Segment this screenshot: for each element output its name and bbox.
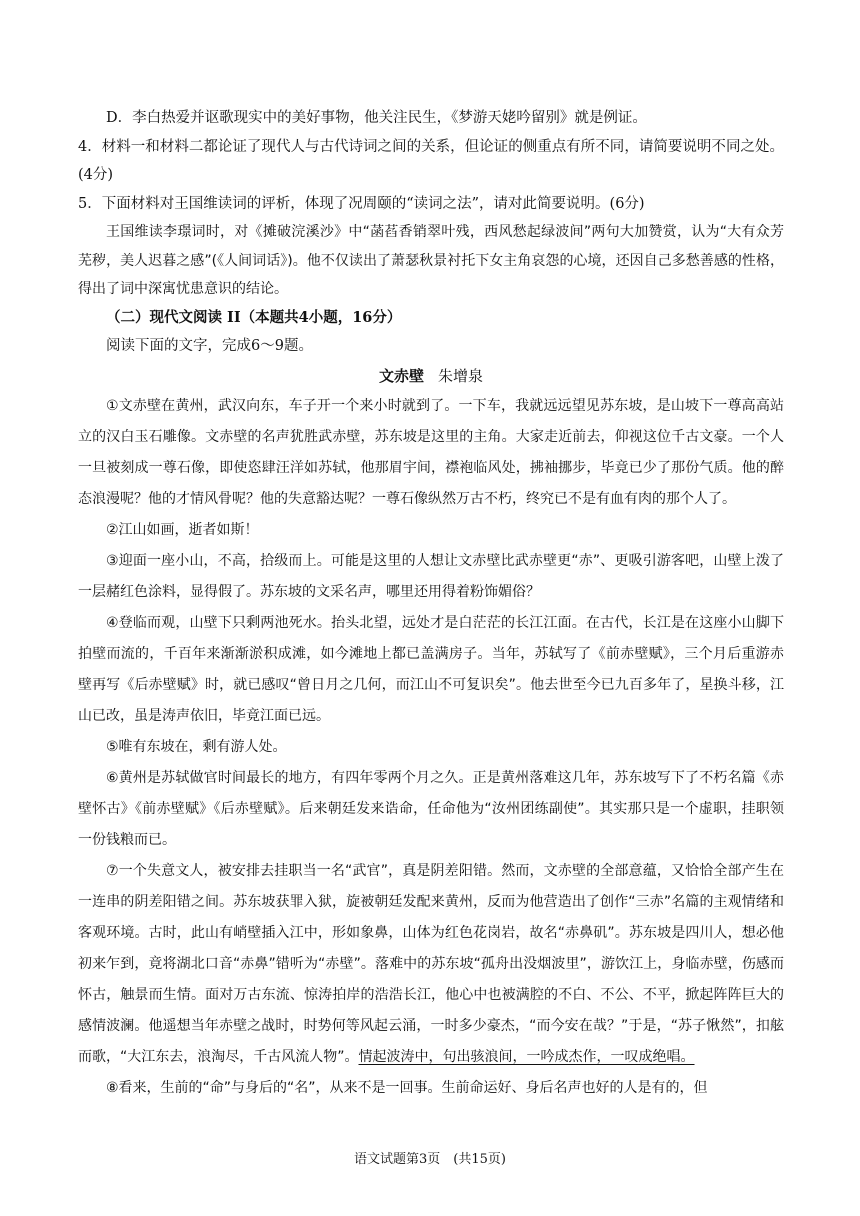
section-heading-text: （二）现代文阅读 II（本题共4小题，16分）	[106, 308, 402, 326]
article-paragraph-4: ④登临而观，山壁下只剩两池死水。抬头北望，远处才是白茫茫的长江江面。在古代，长江是在这座小山脚下拍壁而流的，千百年来渐渐淤积成滩，如今滩地上都已盖满房子。当年，苏轼写了《前赤壁赋》，三个月后重游赤壁再写《后赤壁赋》时，就已感叹“曾日月之几何，而江山不可复识矣”。他去世至今已九百多年了，星换斗移，江山已改，虽是涛声依旧，毕竟江面已远。	[78, 614, 784, 724]
question-4: 4．材料一和材料二都论证了现代人与古代诗词之间的关系，但论证的侧重点有所不同，请简要说明不同之处。(4分)	[78, 138, 784, 183]
article-paragraph-8: ⑧看来，生前的“命”与身后的“名”，从来不是一回事。生前命运好、身后名声也好的人是有的，但	[106, 1079, 708, 1096]
section-instruction: 阅读下面的文字，完成6～9题。	[106, 338, 313, 354]
question-option-d: D．李白热爱并讴歌现实中的美好事物，他关注民生，《梦游天姥吟留别》就是例证。	[106, 110, 647, 126]
article-author: 朱增泉	[438, 366, 484, 385]
question-5: 5．下面材料对王国维读词的评析，体现了况周颐的“读词之法”，请对此简要说明。(6分)	[78, 195, 645, 212]
question-5-material: 王国维读李璟词时，对《摊破浣溪沙》中“菡萏香销翠叶残，西风愁起绿波间”两句大加赞赏，认为“大有众芳芜秽，美人迟暮之感”(《人间词话》)。他不仅读出了萧瑟秋景衬托下女主角哀怨的心境，还因自己多愁善感的性格，得出了词中深寓忧患意识的结论。	[78, 224, 784, 297]
article-paragraph-1: ①文赤壁在黄州，武汉向东，车子开一个来小时就到了。一下车，我就远远望见苏东坡，是山坡下一尊高高站立的汉白玉石雕像。文赤壁的名声犹胜武赤壁，苏东坡是这里的主角。大家走近前去，仰视这位千古文豪。一个人一旦被刻成一尊石像，即使恣肆汪洋如苏轼，他那眉宇间，襟袍临风处，拂袖挪步，毕竟已少了那份气质。他的醉态浪漫呢？他的才情风骨呢？他的失意豁达呢？一尊石像纵然万古不朽，终究已不是有血有肉的那个人了。	[78, 397, 784, 507]
section-heading	[78, 304, 784, 333]
article-paragraph-2: ②江山如画，逝者如斯！	[106, 521, 259, 538]
article-paragraph-6: ⑥黄州是苏轼做官时间最长的地方，有四年零两个月之久。正是黄州落难这几年，苏东坡写下了不朽名篇《赤壁怀古》《前赤壁赋》《后赤壁赋》。后来朝廷发来诰命，任命他为“汝州团练副使”。其实那只是一个虚职，挂职领一份钱粮而已。	[78, 769, 784, 848]
article-paragraph-5: ⑤唯有东坡在，剩有游人处。	[106, 738, 287, 755]
article-paragraph-3: ③迎面一座小山，不高，拾级而上。可能是这里的人想让文赤壁比武赤壁更“赤”、更吸引游客吧，山壁上泼了一层赭红色涂料，显得假了。苏东坡的文采名声，哪里还用得着粉饰媚俗？	[78, 552, 784, 600]
article-title: 文赤壁	[378, 366, 424, 385]
article-title-line	[78, 361, 784, 391]
page-content	[78, 104, 784, 1104]
article-paragraph-7-text: ⑦一个失意文人，被安排去挂职当一名“武官”，真是阴差阳错。然而，文赤壁的全部意蕴，又恰恰全部产生在一连串的阴差阳错之间。苏东坡获罪入狱，旋被朝廷发配来黄州，反而为他营造出了创作“三赤”名篇的主观情绪和客观环境。古时，此山有峭壁插入江中，形如象鼻，山体为红色花岗岩，故名“赤鼻矶”。苏东坡是四川人，想必他初来乍到，竟将湖北口音“赤鼻”错听为“赤壁”。落难中的苏东坡“孤舟出没烟波里”，游饮江上，身临赤壁，伤感而怀古，触景而生情。面对万古东流、惊涛拍岸的浩浩长江，他心中也被满腔的不白、不公、不平，掀起阵阵巨大的感情波澜。他遥想当年赤壁之战时，时势何等风起云涌，一时多少豪杰，“而今安在哉？”于是，“苏子愀然”，扣舷而歌，“大江东去，浪淘尽，千古风流人物”。	[78, 862, 784, 1065]
underlined-sentence: 情起波涛中，句出骇浪间，一吟成杰作，一叹成绝唱。	[358, 1048, 695, 1065]
article-paragraph-7	[78, 856, 784, 1073]
page-footer: 语文试题第3页 (共15页)	[354, 1152, 506, 1167]
